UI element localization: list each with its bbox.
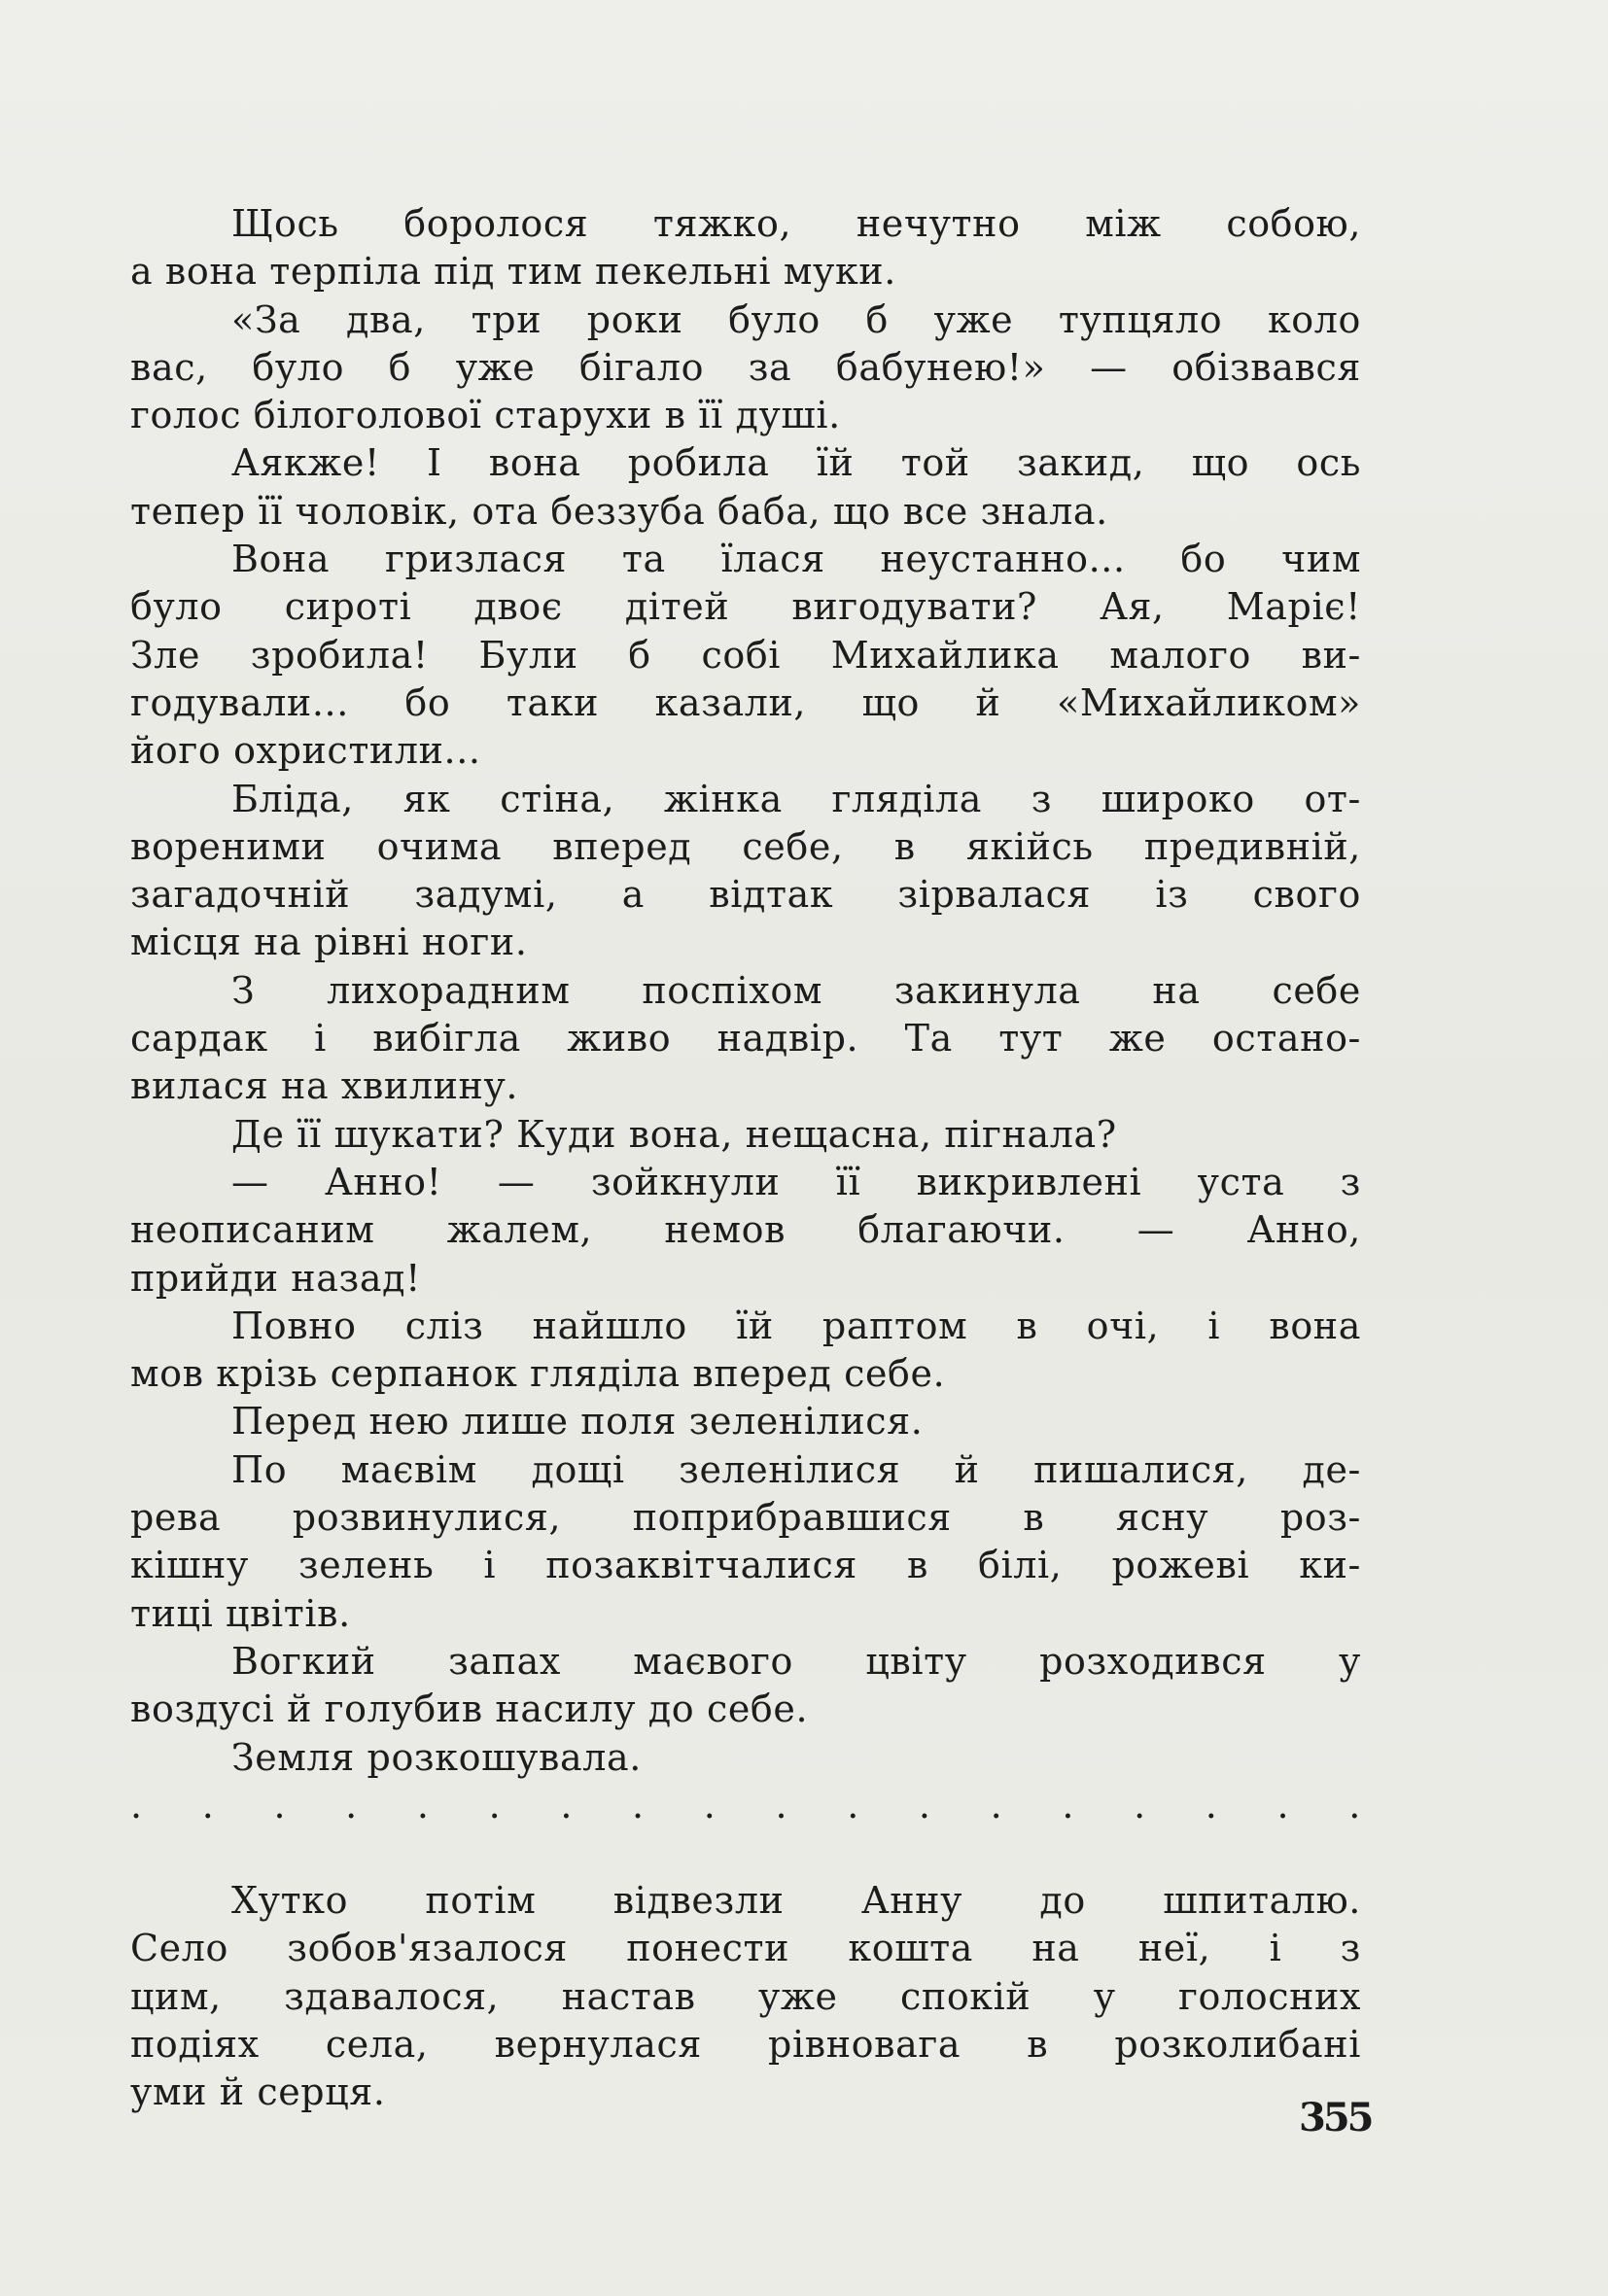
- separator-dot: .: [1205, 1783, 1218, 1826]
- text-line: Щось боролося тяжко, нечутно між собою,: [231, 202, 1361, 245]
- text-line: мов крізь серпанок гляділа вперед себе.: [130, 1352, 946, 1396]
- paragraph: [130, 967, 1361, 1111]
- text-line: неописаним жалем, немов благаючи. — Анно,: [130, 1208, 1361, 1252]
- text-line: вилася на хвилину.: [130, 1064, 519, 1108]
- text-line: Село зобов'язалося понести кошта на неї, і з: [130, 1927, 1361, 1970]
- paragraph: [130, 1303, 1361, 1399]
- text-line: було сироті двоє дітей вигодувати? Ая, Маріє!: [130, 585, 1361, 629]
- paragraph: [130, 1877, 1361, 2116]
- text-line: а вона терпіла під тим пекельні муки.: [130, 250, 896, 294]
- paragraph: [130, 1159, 1361, 1303]
- section-separator: [130, 1782, 1361, 1829]
- text-line: подіях села, вернулася рівновага в розколибані: [130, 2022, 1361, 2066]
- separator-dot: .: [130, 1783, 143, 1826]
- text-line: Зле зробила! Були б собі Михайлика малого ви-: [130, 633, 1361, 677]
- paragraph: [130, 1446, 1361, 1638]
- text-line: тиці цвітів.: [130, 1591, 351, 1635]
- separator-dot: .: [1276, 1783, 1290, 1826]
- paragraph: [130, 1638, 1361, 1734]
- text-line: Вона гризлася та їлася неустанно... бо чим: [231, 538, 1361, 581]
- text-line: З лихорадним поспіхом закинула на себе: [231, 968, 1361, 1012]
- separator-dot: .: [918, 1783, 931, 1826]
- text-line: прийди назад!: [130, 1256, 421, 1300]
- separator-dot: .: [847, 1783, 859, 1826]
- separator-dot: .: [560, 1783, 573, 1826]
- text-line: годували... бо таки казали, що й «Михайликом»: [130, 680, 1361, 724]
- text-line: Бліда, як стіна, жінка гляділа з широко от-: [231, 777, 1361, 820]
- text-line: його охристили...: [130, 729, 481, 773]
- text-line: кішну зелень і позаквітчалися в білі, рожеві ки-: [130, 1544, 1361, 1587]
- separator-dot: .: [273, 1783, 287, 1826]
- text-line: вореними очима вперед себе, в якійсь предивній,: [130, 824, 1361, 868]
- paragraph: [130, 776, 1361, 967]
- text-line: голос білоголової старухи в її душі.: [130, 394, 841, 437]
- text-line: воздусі й голубив насилу до себе.: [130, 1687, 809, 1731]
- text-line: Де її шукати? Куди вона, нещасна, пігнала?: [231, 1112, 1117, 1156]
- text-line: сардак і вибігла живо надвір. Та тут же остано-: [130, 1017, 1361, 1061]
- text-line: Аякже! І вона робила їй той закид, що ось: [231, 441, 1361, 485]
- separator-dot: .: [345, 1783, 358, 1826]
- body-text: [130, 200, 1361, 2117]
- separator-dot: .: [416, 1783, 430, 1826]
- separator-dot: .: [775, 1783, 788, 1826]
- text-line: тепер її чоловік, ота беззуба баба, що все знала.: [130, 489, 1108, 533]
- text-line: По маєвім дощі зеленілися й пишалися, де-: [231, 1447, 1361, 1491]
- page-number: 355: [1299, 2095, 1372, 2140]
- text-line: «За два, три роки було б уже тупцяло коло: [231, 297, 1361, 341]
- text-line: — Анно! — зойкнули її викривлені уста з: [231, 1160, 1361, 1203]
- separator-dot: .: [1134, 1783, 1146, 1826]
- separator-dot: .: [201, 1783, 215, 1826]
- paragraph: [130, 1111, 1361, 1159]
- paragraph: [130, 1398, 1361, 1445]
- text-line: цим, здавалося, настав уже спокій у голосних: [130, 1974, 1361, 2018]
- separator-dot: .: [632, 1783, 645, 1826]
- separator-dot: .: [1062, 1783, 1075, 1826]
- text-line: Повно сліз найшло їй раптом в очі, і вона: [231, 1304, 1361, 1347]
- text-line: вас, було б уже бігало за бабунею!» — обізвався: [130, 345, 1361, 389]
- separator-dot: .: [990, 1783, 1003, 1826]
- paragraph: [130, 200, 1361, 296]
- paragraph: [130, 536, 1361, 775]
- paragraph: [130, 296, 1361, 440]
- text-line: місця на рівні ноги.: [130, 921, 528, 964]
- separator-dot: .: [703, 1783, 717, 1826]
- paragraph: [130, 1734, 1361, 1782]
- text-line: Земля розкошувала.: [231, 1735, 642, 1779]
- text-line: рева розвинулися, поприбравшися в ясну роз-: [130, 1496, 1361, 1540]
- text-line: Перед нею лише поля зеленілися.: [231, 1400, 924, 1444]
- separator-dot: .: [488, 1783, 502, 1826]
- text-line: уми й серця.: [130, 2070, 386, 2114]
- text-line: загадочній задумі, а відтак зірвалася із свого: [130, 873, 1361, 917]
- text-line: Хутко потім відвезли Анну до шпиталю.: [231, 1879, 1361, 1923]
- separator-dot: .: [1348, 1783, 1361, 1826]
- text-line: Вогкий запах маєвого цвіту розходився у: [231, 1639, 1361, 1683]
- paragraph: [130, 439, 1361, 536]
